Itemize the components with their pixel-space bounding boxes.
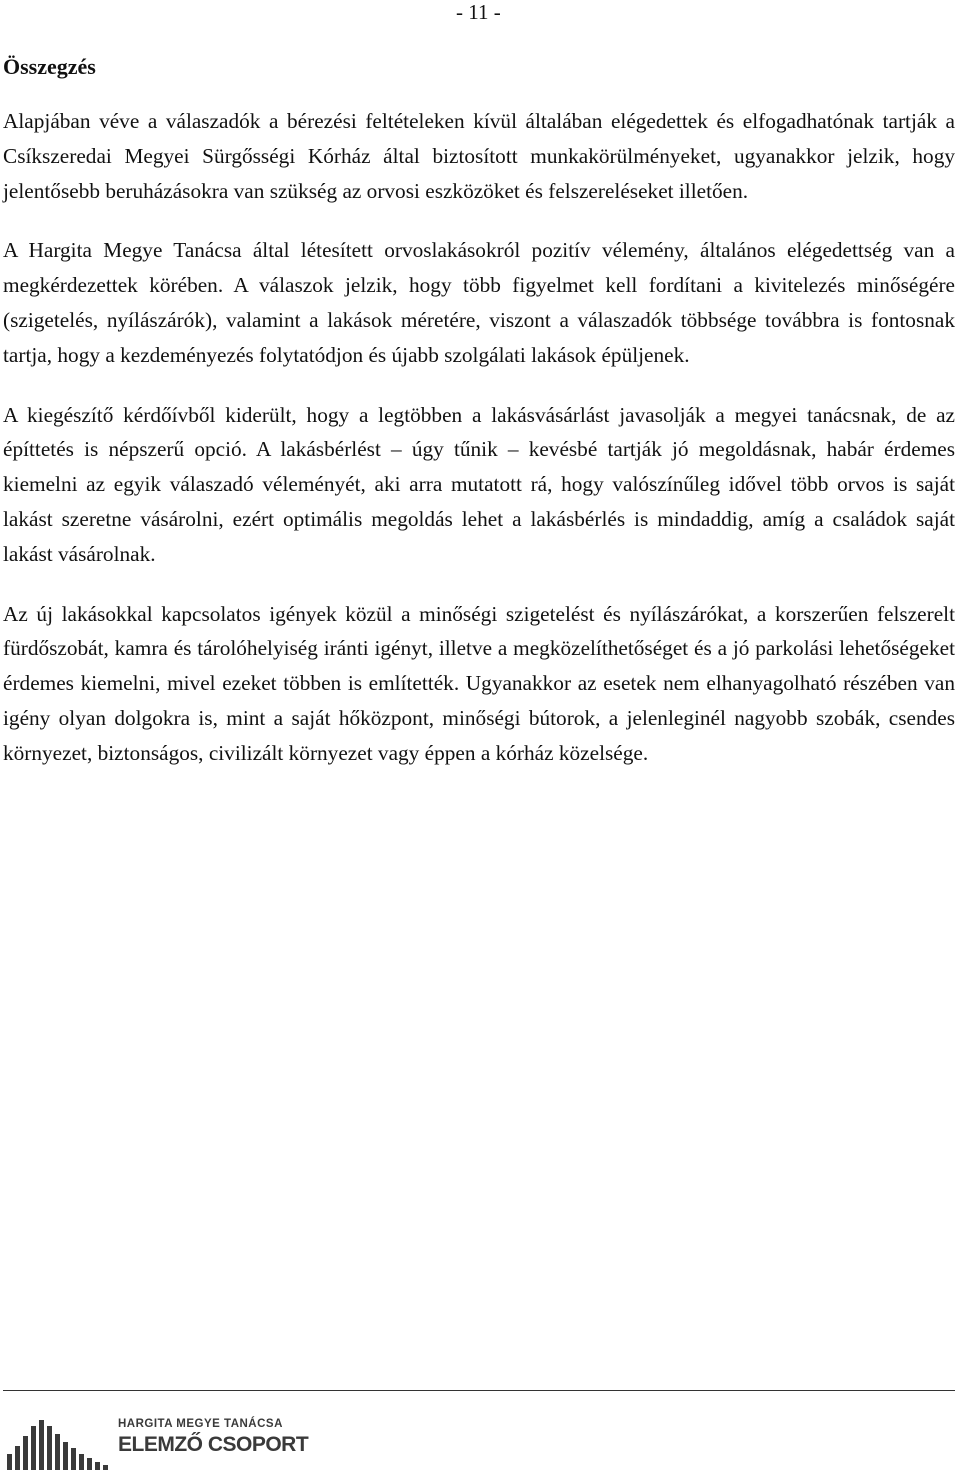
logo-title: HARGITA MEGYE TANÁCSA bbox=[118, 1418, 283, 1430]
section-heading: Összegzés bbox=[3, 54, 96, 79]
paragraph-summary-conditions: Alapjában véve a válaszadók a bérezési feltételeken kívül általában elégedettek és elfogadhatónak tartják a Csíkszeredai Megyei Sürgősségi Kórház által biztosított munkakörülményeket, ugyanakkor jelzik, hogy jelentősebb beruházásokra van szükség az orvosi eszközöket és felszereléseket illetően. bbox=[3, 109, 955, 203]
logo-mark-icon bbox=[3, 1416, 115, 1472]
footer-divider bbox=[3, 1390, 955, 1391]
page-number: - 11 - bbox=[456, 0, 501, 24]
paragraph-questionnaire-results: A kiegészítő kérdőívből kiderült, hogy a legtöbben a lakásvásárlást javasolják a megyei tanácsnak, de az építtetés is népszerű opció. A lakásbérlést – úgy tűnik – kevésbé tartják jó megoldásnak, habár érdemes kiemelni az egyik válaszadó véleményét, aki arra mutatott rá, hogy valószínűleg idővel több orvos is saját lakást szeretne vásárolni, ezért optimális megoldás lehet a lakásbérlés is mindaddig, amíg a családok saját lakást vásárolnak. bbox=[3, 402, 955, 566]
body-text bbox=[3, 104, 955, 796]
footer-logo bbox=[3, 1416, 309, 1472]
paragraph-doctor-apartments: A Hargita Megye Tanácsa által létesített orvoslakásokról pozitív vélemény, általános elégedettség van a megkérdezettek körében. A válaszok jelzik, hogy több figyelmet kell fordítani a kivitelezés minőségére (szigetelés, nyílászárók), valamint a lakások méretére, viszont a válaszadók többsége továbbra is fontosnak tartja, hogy a kezdeményezés folytatódjon és újabb szolgálati lakások épüljenek. bbox=[3, 238, 955, 367]
paragraph-apartment-needs: Az új lakásokkal kapcsolatos igények közül a minőségi szigetelést és nyílászárókat, a korszerűen felszerelt fürdőszobát, kamra és tárolóhelyiség iránti igényt, illetve a megközelíthetőséget és a jó parkolási lehetőségeket érdemes kiemelni, mivel ezeket többen is említették. Ugyanakkor az esetek nem elhanyagolható részében van igény olyan dolgokra is, mint a saját hőközpont, minőségi bútorok, a jelenleginél nagyobb szobák, csendes környezet, biztonságos, civilizált környezet vagy éppen a kórház közelsége. bbox=[3, 601, 955, 765]
logo-subtitle: ELEMZŐ CSOPORT bbox=[118, 1433, 309, 1456]
